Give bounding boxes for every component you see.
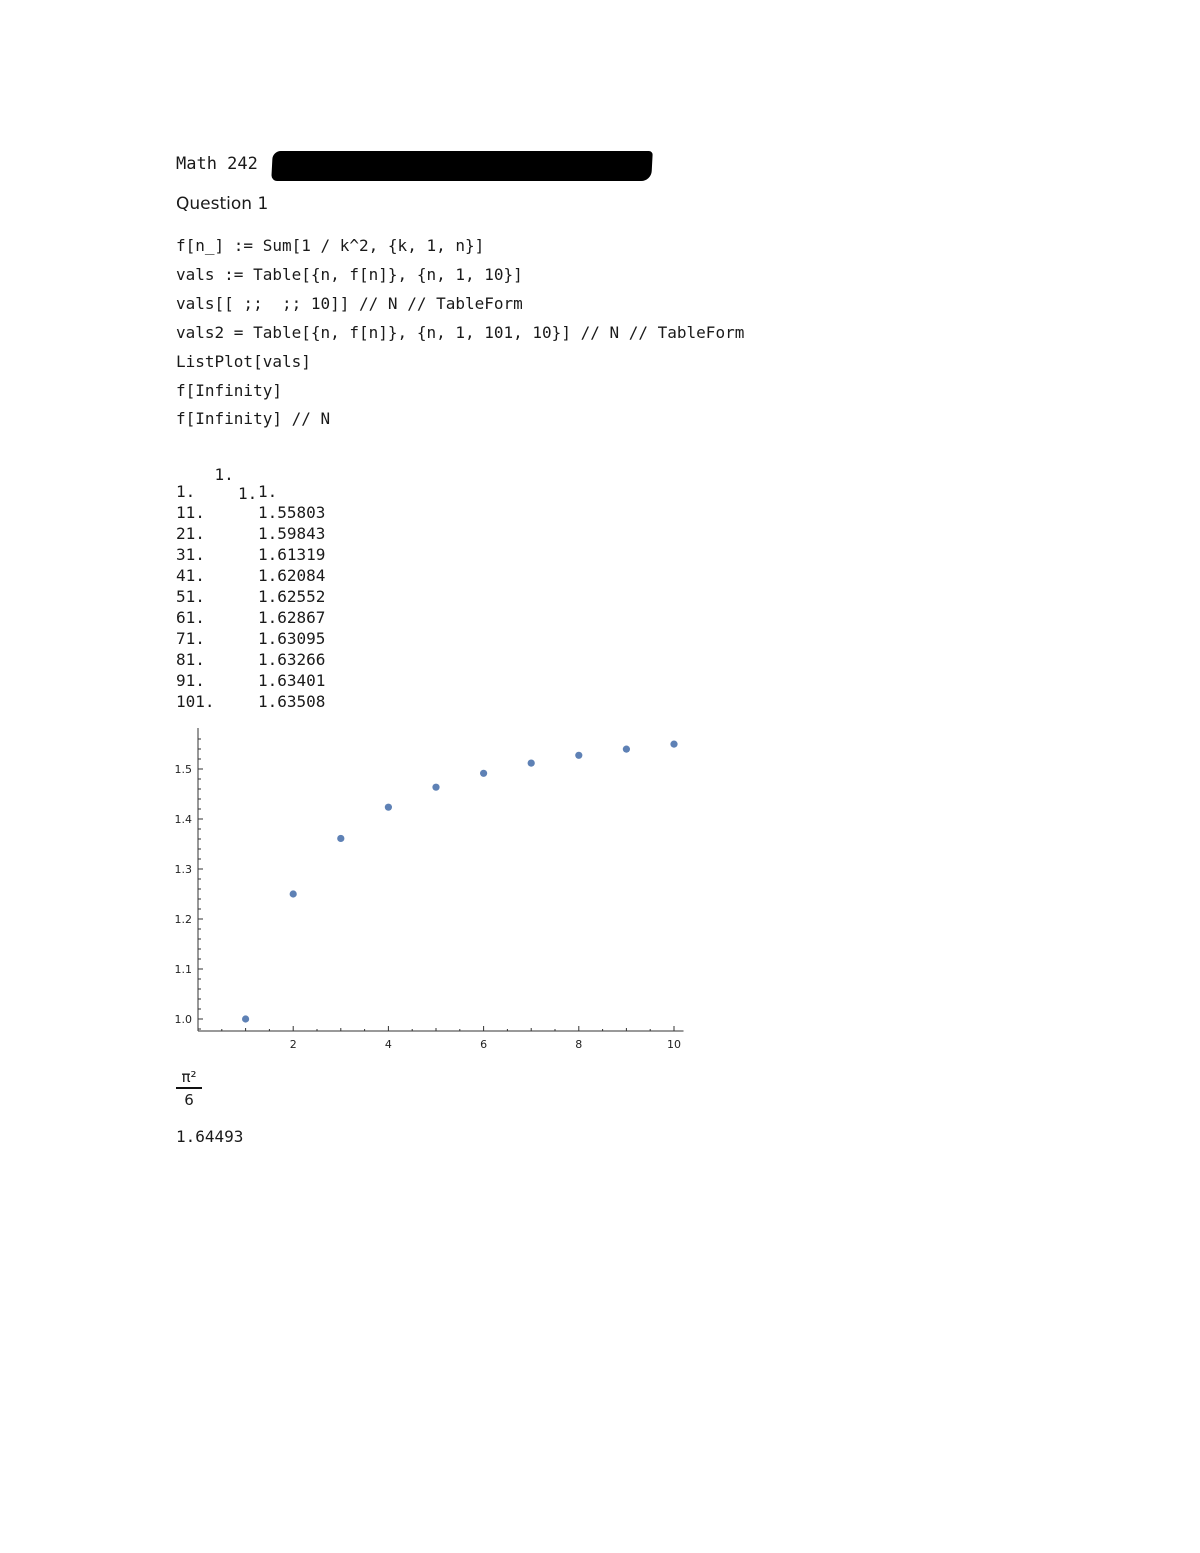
code-line-3: vals[[ ;; ;; 10]] // N // TableForm (176, 294, 523, 313)
y-tick-label: 1.2 (174, 913, 192, 926)
fraction-denominator: 6 (184, 1091, 194, 1109)
x-tick-label: 4 (384, 1038, 392, 1051)
data-point (480, 770, 487, 777)
table-row: 101. 1.63508 (176, 692, 326, 711)
x-tick-label: 8 (575, 1038, 583, 1051)
fraction-numerator: π² (176, 1068, 202, 1089)
table-row: 91. 1.63401 (176, 671, 326, 690)
table-row: 41. 1.62084 (176, 566, 326, 585)
code-line-7: f[Infinity] // N (176, 409, 331, 428)
data-point (623, 746, 630, 753)
data-point (337, 835, 344, 842)
y-tick-label: 1.0 (174, 1013, 192, 1026)
data-point (242, 1015, 249, 1022)
code-line-1: f[n_] := Sum[1 / k^2, {k, 1, n}] (176, 236, 485, 255)
x-tick-label: 10 (667, 1038, 681, 1051)
data-point (290, 890, 297, 897)
y-tick-label: 1.1 (174, 963, 192, 976)
x-tick-label: 2 (289, 1038, 297, 1051)
table-row: 61. 1.62867 (176, 608, 326, 627)
code-line-5: ListPlot[vals] (176, 352, 311, 371)
table-row: 31. 1.61319 (176, 545, 326, 564)
table-row: 11. 1.55803 (176, 503, 326, 522)
output-1-n: 1. (214, 465, 234, 484)
question-heading: Question 1 (176, 194, 269, 214)
x-tick-label: 6 (480, 1038, 488, 1051)
numeric-result: 1.64493 (176, 1127, 244, 1146)
y-tick-label: 1.4 (174, 813, 192, 826)
data-point (432, 784, 439, 791)
table-row: 1. 1. (176, 482, 278, 501)
code-line-6: f[Infinity] (176, 381, 282, 400)
course-title: Math 242 (176, 154, 258, 174)
output-1-value: 1. (238, 484, 258, 503)
data-point (670, 741, 677, 748)
y-tick-label: 1.5 (174, 763, 192, 776)
data-point (575, 752, 582, 759)
table-row: 81. 1.63266 (176, 650, 326, 669)
data-point (385, 804, 392, 811)
y-tick-label: 1.3 (174, 863, 192, 876)
table-row: 21. 1.59843 (176, 524, 326, 543)
data-point (528, 760, 535, 767)
code-line-4: vals2 = Table[{n, f[n]}, {n, 1, 101, 10}] // N // TableForm (176, 323, 745, 342)
listplot-chart (165, 722, 695, 1057)
code-line-2: vals := Table[{n, f[n]}, {n, 1, 10}] (176, 265, 523, 284)
redacted-name-block (271, 151, 653, 181)
table-row: 71. 1.63095 (176, 629, 326, 648)
symbolic-result (176, 1068, 202, 1109)
table-row: 51. 1.62552 (176, 587, 326, 606)
